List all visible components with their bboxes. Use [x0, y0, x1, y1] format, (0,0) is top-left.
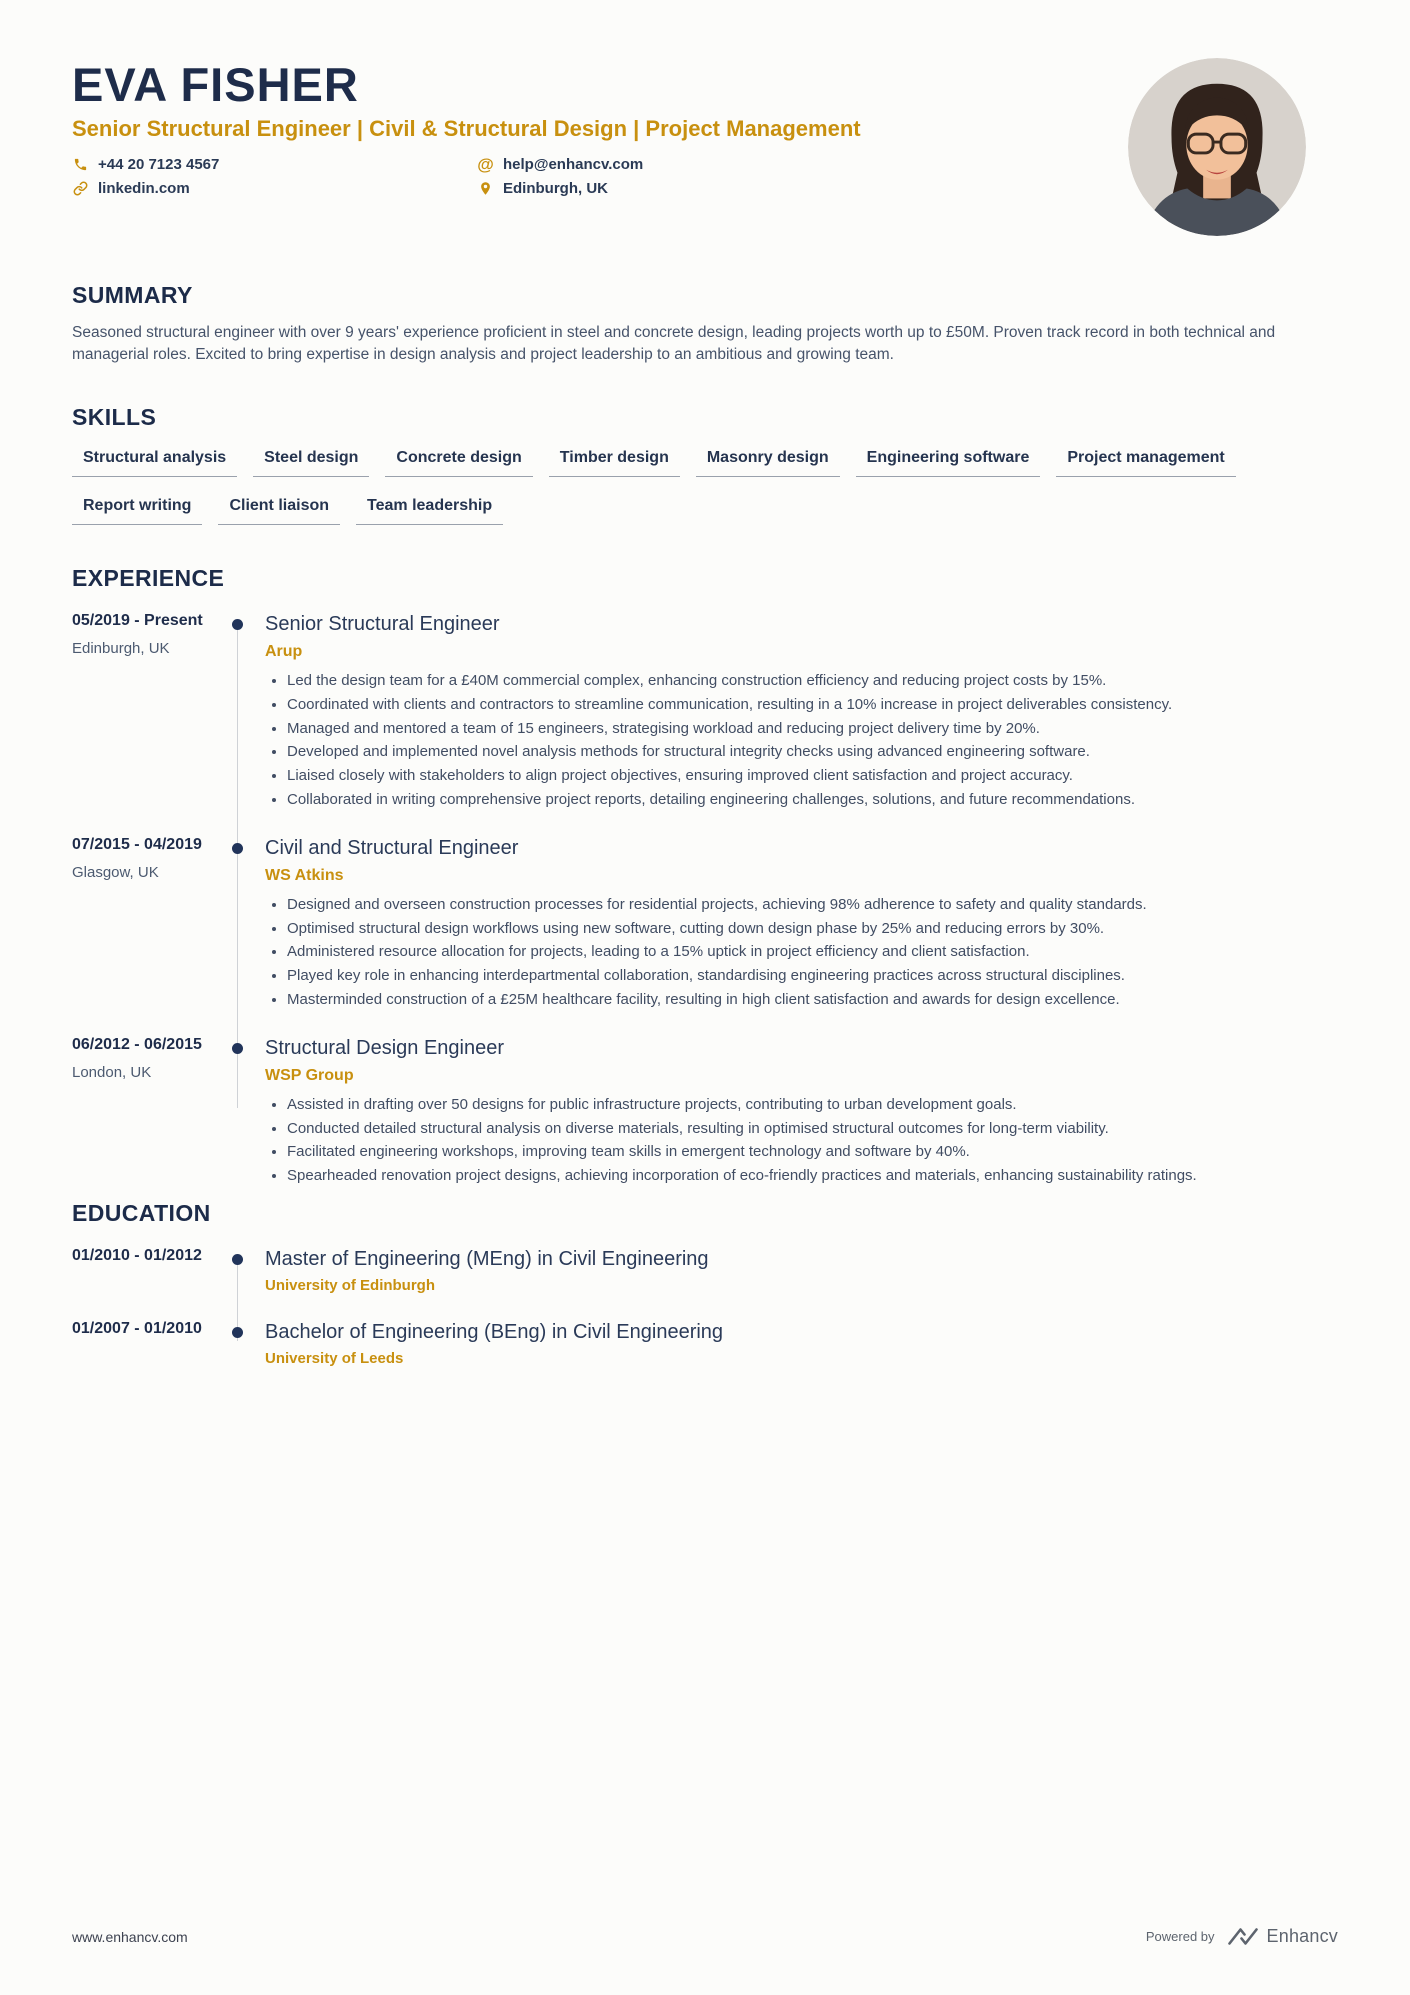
degree-title: Bachelor of Engineering (BEng) in Civil Engineering [265, 1320, 724, 1343]
bullet-item: • Managed and mentored a team of 15 engineers, strategising workload and reducing project delivery time by 20%. [287, 719, 1338, 739]
linkedin-url: linkedin.com [98, 180, 190, 198]
skills-heading: SKILLS [72, 404, 157, 430]
entry-dates: 06/2012 - 06/2015 [72, 1035, 202, 1053]
company-name: Arup [265, 643, 303, 660]
skill-tag: Structural analysis [72, 449, 237, 477]
bullet-item: • Led the design team for a £40M commercial complex, enhancing construction efficiency and reducing project costs by 15%. [287, 671, 1338, 691]
skill-tag: Project management [1056, 449, 1235, 477]
enhancv-logo[interactable] [1227, 1926, 1338, 1947]
skill-tag: Concrete design [385, 449, 532, 477]
enhancv-site-link[interactable]: www.enhancv.com [72, 1928, 188, 1945]
skill-tag: Steel design [253, 449, 369, 477]
experience-timeline [72, 612, 1338, 1186]
skill-tag: Masonry design [696, 449, 840, 477]
bullet-item: • Coordinated with clients and contractors to streamline communication, resulting in a 10% increase in project deliverables consistency. [287, 695, 1338, 715]
skill-tag: Team leadership [356, 497, 503, 525]
email-address: help@enhancv.com [503, 156, 644, 174]
bullet-item: • Liaised closely with stakeholders to align project objectives, ensuring improved client satisfaction and project accuracy. [287, 766, 1338, 786]
timeline-dot [232, 1254, 243, 1265]
contact-info [72, 156, 972, 197]
summary-heading: SUMMARY [72, 282, 193, 308]
email-icon: @ [477, 155, 494, 175]
achievement-list [265, 671, 1338, 810]
experience-section [72, 565, 1338, 1186]
link-icon [72, 180, 89, 197]
bullet-item: • Optimised structural design workflows using new software, cutting down design phase by 25% and reducing errors by 30%. [287, 919, 1338, 939]
entry-dates: 01/2010 - 01/2012 [72, 1246, 202, 1264]
bullet-item: • Administered resource allocation for projects, leading to a 15% uptick in project efficiency and client satisfaction. [287, 942, 1338, 962]
company-name: WS Atkins [265, 866, 344, 884]
experience-heading: EXPERIENCE [72, 565, 225, 591]
bullet-item: • Masterminded construction of a £25M healthcare facility, resulting in high client satisfaction and awards for design excellence. [287, 990, 1338, 1010]
timeline-dot [232, 1043, 243, 1054]
timeline-dot [232, 843, 243, 854]
school-name: University of Edinburgh [265, 1276, 436, 1294]
achievement-list [265, 1095, 1338, 1186]
location-pin-icon [477, 180, 494, 197]
entry-dates: 01/2007 - 01/2010 [72, 1319, 202, 1337]
job-title: Civil and Structural Engineer [265, 836, 519, 859]
contact-phone [72, 156, 477, 173]
degree-title: Master of Engineering (MEng) in Civil Engineering [265, 1247, 709, 1270]
experience-entry [72, 612, 1338, 810]
entry-dates: 07/2015 - 04/2019 [72, 835, 202, 853]
bullet-item: • Played key role in enhancing interdepartmental collaboration, standardising engineering practices across structural disciplines. [287, 966, 1338, 986]
phone-icon [72, 156, 89, 173]
timeline-dot [232, 619, 243, 630]
entry-location: Edinburgh, UK [72, 640, 170, 657]
bullet-item: • Developed and implemented novel analysis methods for structural integrity checks using advanced engineering software. [287, 742, 1338, 762]
header [72, 56, 1338, 236]
education-timeline [72, 1247, 1338, 1367]
achievement-list [265, 895, 1338, 1010]
location-text: Edinburgh, UK [503, 180, 608, 198]
enhancv-logo-text: Enhancv [1266, 1926, 1338, 1946]
phone-number: +44 20 7123 4567 [98, 156, 220, 174]
bullet-item: • Spearheaded renovation project designs, achieving incorporation of eco-friendly practices and materials, enhancing sustainability ratings. [287, 1166, 1338, 1186]
company-name: WSP Group [265, 1066, 354, 1084]
summary-section [72, 282, 1338, 366]
summary-text: Seasoned structural engineer with over 9 years' experience proficient in steel and concrete design, leading projects worth up to £50M. Proven track record in both technical and managerial roles. Excited to bring expertise in design analysis and project leadership to an ambitious and growing team. [72, 324, 1276, 363]
bullet-item: • Facilitated engineering workshops, improving team skills in emergent technology and software by 40%. [287, 1142, 1338, 1162]
skill-tag: Client liaison [218, 497, 340, 525]
bullet-item: • Conducted detailed structural analysis on diverse materials, resulting in optimised structural outcomes for long-term viability. [287, 1119, 1338, 1139]
candidate-name: EVA FISHER [72, 58, 359, 111]
enhancv-logo-icon [1227, 1927, 1259, 1946]
bullet-item: • Collaborated in writing comprehensive project reports, detailing engineering challenges, solutions, and future recommendations. [287, 790, 1338, 810]
job-title: Structural Design Engineer [265, 1036, 505, 1059]
experience-entry [72, 1036, 1338, 1186]
education-entry [72, 1320, 1338, 1367]
skill-tag: Timber design [549, 449, 680, 477]
job-title: Senior Structural Engineer [265, 613, 500, 635]
timeline-dot [232, 1327, 243, 1338]
skill-tag: Report writing [72, 497, 202, 525]
powered-by-label: Powered by [1145, 1929, 1215, 1944]
school-name: University of Leeds [265, 1349, 404, 1367]
skills-list [72, 449, 1338, 525]
skill-tag: Engineering software [856, 449, 1041, 477]
candidate-headline: Senior Structural Engineer | Civil & Structural Design | Project Management [72, 116, 861, 142]
contact-location [477, 180, 972, 197]
footer [72, 1866, 1338, 1947]
entry-location: London, UK [72, 1063, 152, 1081]
avatar-illustration [1128, 58, 1306, 236]
avatar [1128, 58, 1306, 236]
education-section [72, 1200, 1338, 1367]
bullet-item: • Designed and overseen construction processes for residential projects, achieving 98% adherence to safety and quality standards. [287, 895, 1338, 915]
entry-location: Glasgow, UK [72, 863, 159, 881]
education-entry [72, 1247, 1338, 1294]
contact-email[interactable] [477, 156, 972, 173]
contact-linkedin[interactable] [72, 180, 477, 197]
experience-entry [72, 836, 1338, 1010]
entry-dates: 05/2019 - Present [72, 612, 203, 629]
education-heading: EDUCATION [72, 1199, 211, 1226]
skills-section [72, 404, 1338, 525]
bullet-item: • Assisted in drafting over 50 designs for public infrastructure projects, contributing to urban development goals. [287, 1095, 1338, 1115]
